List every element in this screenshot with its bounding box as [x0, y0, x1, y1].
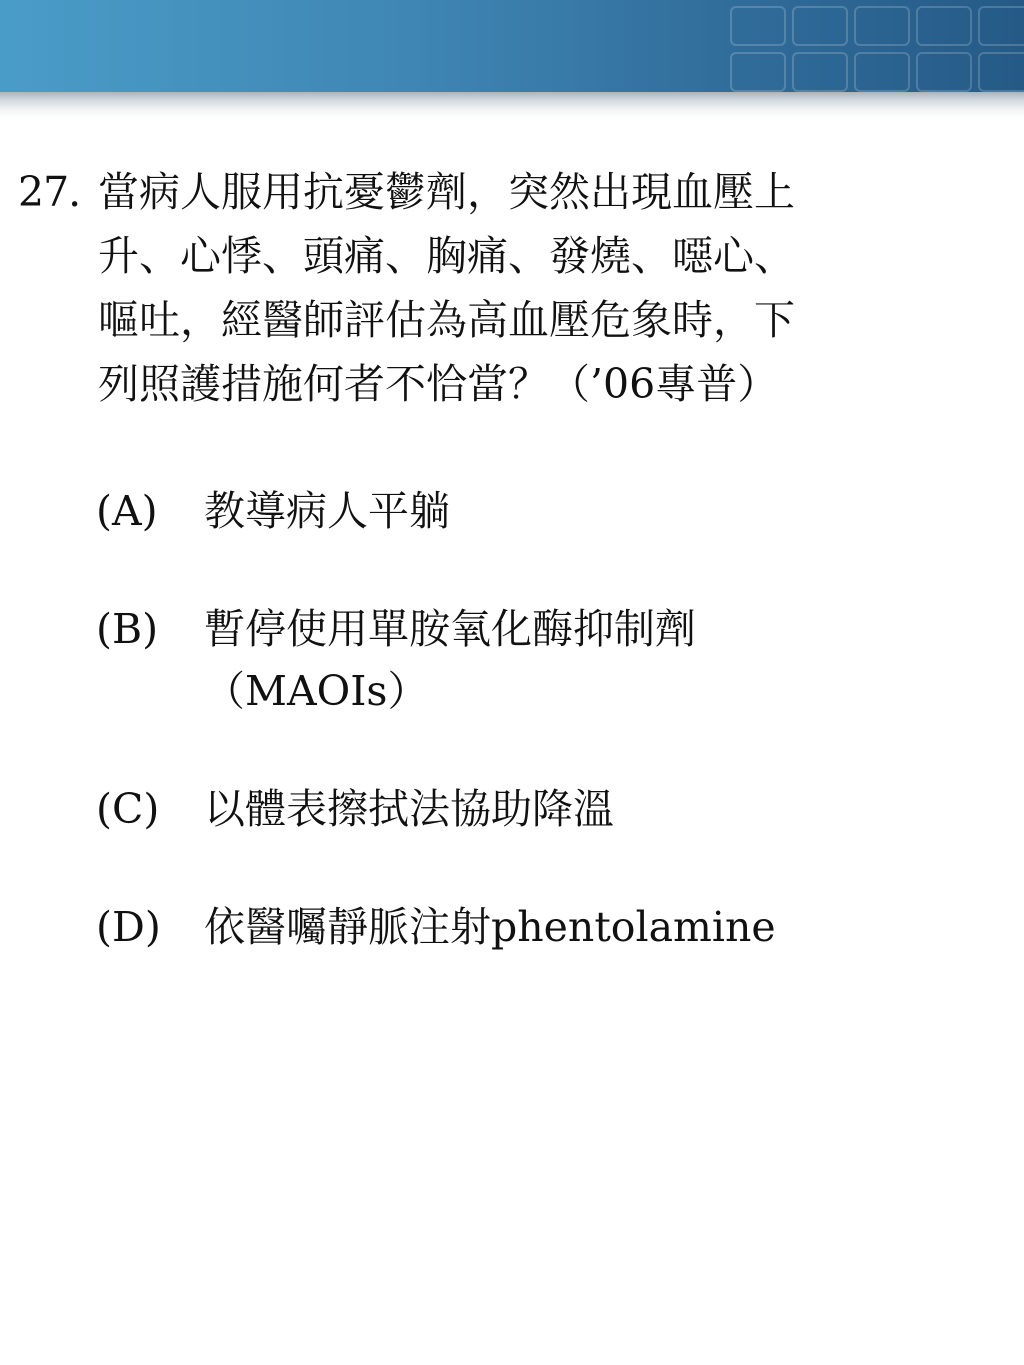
answer-options — [96, 480, 996, 1014]
question-number: 27. — [18, 168, 81, 216]
question-line: 嘔吐，經醫師評估為高血壓危象時，下 — [98, 296, 795, 344]
question-stem — [98, 160, 1008, 416]
option-c — [96, 778, 996, 840]
question-line: 當病人服用抗憂鬱劑，突然出現血壓上 — [98, 168, 795, 216]
question-line: 列照護措施何者不恰當？（’06專普） — [98, 360, 779, 408]
option-d — [96, 896, 996, 958]
option-label: (C) — [96, 785, 160, 833]
option-text: 依醫囑靜脈注射phentolamine — [204, 903, 776, 951]
option-label: (B) — [96, 605, 159, 653]
option-text: 教導病人平躺 — [204, 487, 450, 535]
option-b — [96, 598, 996, 722]
header-shadow — [0, 92, 1024, 118]
option-label: (A) — [96, 487, 158, 535]
option-text: 暫停使用單胺氧化酶抑制劑 （MAOIs） — [204, 605, 696, 715]
header-banner — [0, 0, 1024, 92]
header-decorative-pattern — [724, 0, 1024, 92]
option-text: 以體表擦拭法協助降溫 — [204, 785, 614, 833]
option-label: (D) — [96, 903, 161, 951]
option-a — [96, 480, 996, 542]
question-line: 升、心悸、頭痛、胸痛、發燒、噁心、 — [98, 232, 795, 280]
